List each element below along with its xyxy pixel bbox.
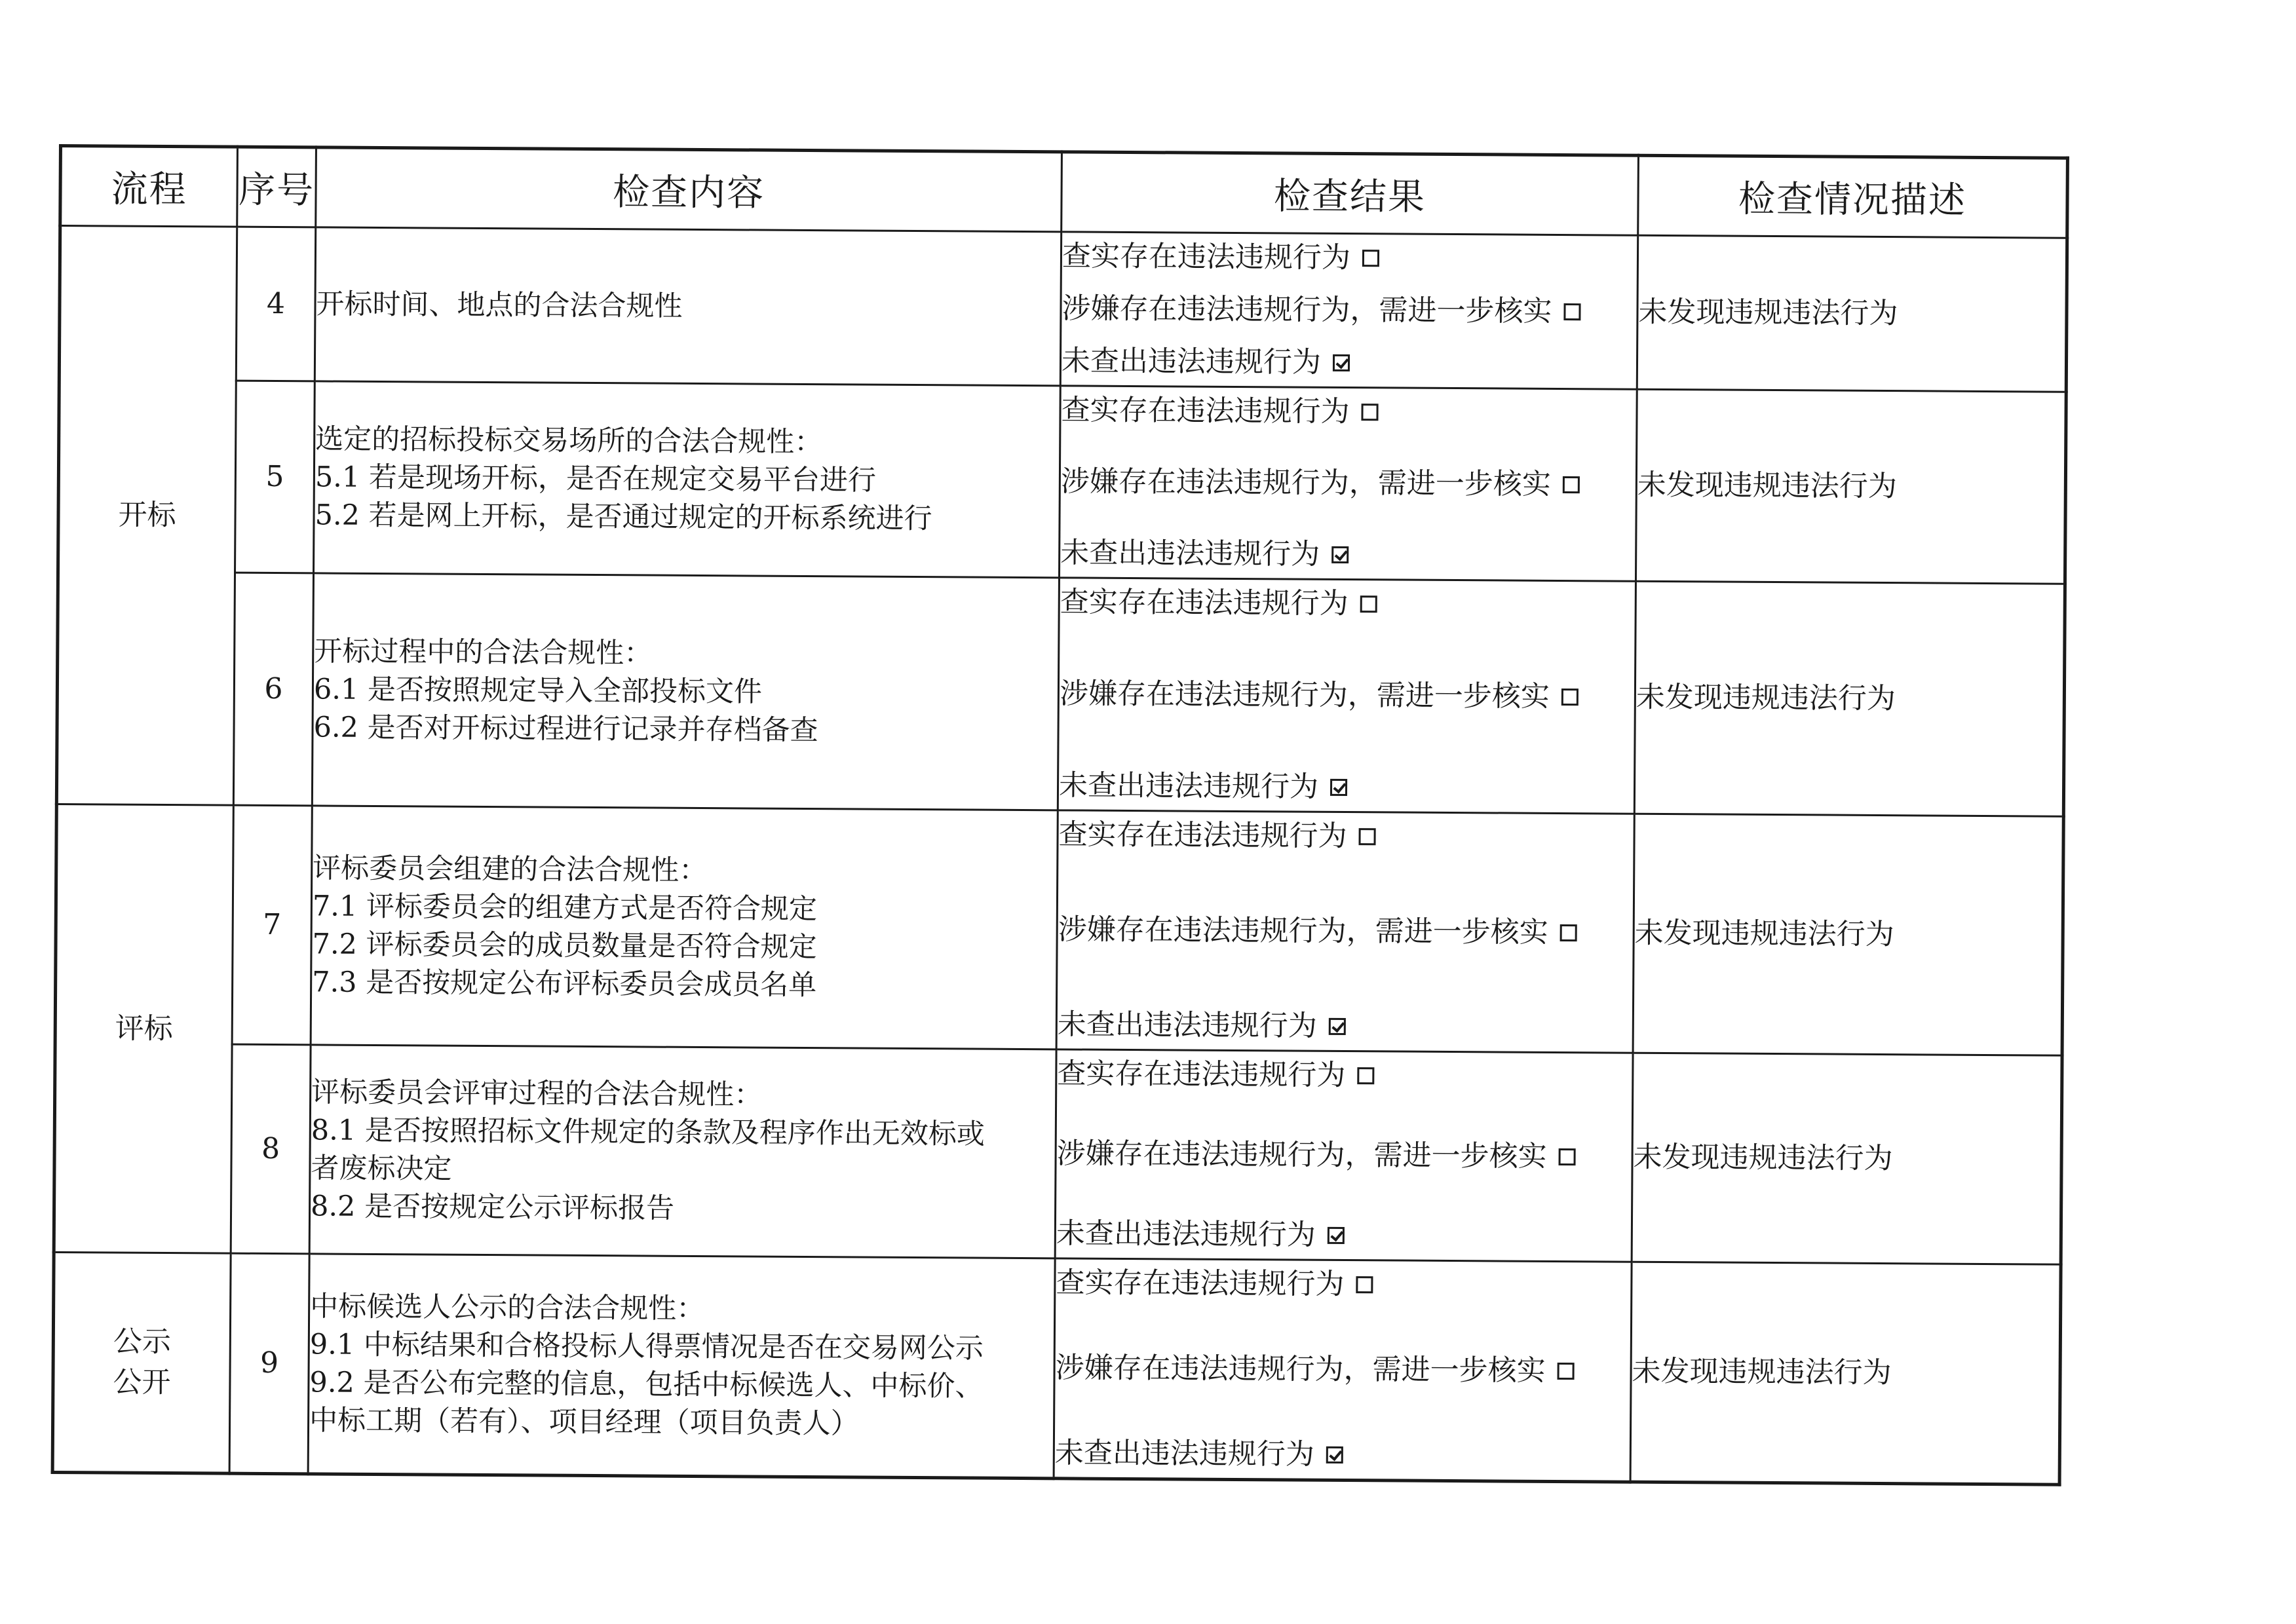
header-row — [60, 146, 2068, 238]
result-option[interactable] — [1060, 533, 1635, 576]
result-option[interactable] — [1061, 462, 1636, 504]
result-option-label: 查实存在违法违规行为 — [1058, 818, 1347, 854]
table-row — [59, 226, 2067, 392]
header-stage: 流程 — [60, 146, 238, 227]
check-result — [1055, 1049, 1633, 1262]
checkbox-icon[interactable] — [1559, 1148, 1576, 1165]
checklist-sheet — [59, 144, 2069, 1474]
check-description: 未发现违规违法行为 — [1632, 1053, 2062, 1264]
content-line: 中标候选人公示的合法合规性： — [310, 1290, 705, 1326]
result-option-label: 查实存在违法违规行为 — [1056, 1266, 1345, 1302]
result-option-label: 涉嫌存在违法违规行为，需进一步核实 — [1060, 464, 1552, 501]
checkbox-icon[interactable] — [1359, 828, 1376, 845]
result-option-label: 查实存在违法违规行为 — [1061, 393, 1350, 429]
result-option-label: 查实存在违法违规行为 — [1060, 585, 1349, 621]
check-content — [308, 1254, 1055, 1479]
content-line: 开标时间、地点的合法合规性 — [316, 288, 683, 323]
check-result — [1059, 386, 1637, 581]
content-line: 5.2 若是网上开标，是否通过规定的开标系统进行 — [315, 499, 932, 536]
result-option[interactable] — [1062, 341, 1636, 384]
checked-box-icon[interactable] — [1330, 779, 1347, 796]
content-line: 选定的招标投标交易场所的合法合规性： — [315, 423, 823, 459]
result-options — [1056, 1050, 1632, 1260]
result-option[interactable] — [1058, 1005, 1632, 1048]
checked-box-icon[interactable] — [1326, 1446, 1343, 1463]
item-number: 4 — [236, 227, 315, 381]
result-option-label: 未查出违法违规行为 — [1058, 768, 1319, 804]
result-option-label: 未查出违法违规行为 — [1056, 1217, 1316, 1252]
content-line: 6.2 是否对开标过程进行记录并存档备查 — [313, 711, 818, 747]
check-result — [1058, 578, 1636, 814]
result-option[interactable] — [1062, 289, 1636, 331]
result-option[interactable] — [1062, 236, 1637, 279]
check-content — [309, 1045, 1056, 1258]
check-description: 未发现违规违法行为 — [1636, 389, 2066, 584]
checkbox-icon[interactable] — [1561, 689, 1578, 706]
result-option[interactable] — [1055, 1348, 1630, 1391]
content-line: 中标工期（若有）、项目经理（项目负责人） — [309, 1404, 859, 1441]
content-line: 7.1 评标委员会的组建方式是否符合规定 — [312, 890, 818, 926]
checkbox-icon[interactable] — [1563, 476, 1580, 493]
result-option-label: 未查出违法违规行为 — [1057, 1008, 1317, 1043]
result-option-label: 涉嫌存在违法违规行为，需进一步核实 — [1058, 913, 1548, 949]
stage-cell — [54, 804, 233, 1253]
content-line: 7.3 是否按规定公布评标委员会成员名单 — [312, 966, 817, 1002]
content-line: 5.1 若是现场开标，是否在规定交易平台进行 — [315, 461, 877, 497]
content-line: 8.2 是否按规定公示评标报告 — [310, 1190, 675, 1225]
item-number: 8 — [231, 1044, 311, 1254]
content-line: 7.2 评标委员会的成员数量是否符合规定 — [312, 928, 817, 964]
header-result: 检查结果 — [1062, 152, 1639, 235]
checkbox-icon[interactable] — [1563, 303, 1580, 320]
result-options — [1060, 387, 1636, 580]
check-result — [1060, 232, 1637, 389]
result-option[interactable] — [1060, 582, 1635, 625]
item-number: 5 — [235, 381, 315, 573]
check-description: 未发现违规违法行为 — [1630, 1262, 2061, 1484]
result-option-label: 未查出违法违规行为 — [1060, 536, 1320, 571]
table-row — [54, 1043, 2062, 1264]
check-description: 未发现违规违法行为 — [1633, 814, 2063, 1055]
check-content — [312, 573, 1059, 810]
item-number: 9 — [229, 1253, 309, 1474]
checkbox-icon[interactable] — [1361, 404, 1378, 421]
content-line: 评标委员会评审过程的合法合规性： — [311, 1076, 763, 1112]
checkbox-icon[interactable] — [1356, 1276, 1373, 1293]
result-options — [1062, 233, 1637, 388]
content-line: 8.1 是否按照招标文件规定的条款及程序作出无效标或 — [311, 1114, 985, 1151]
result-option[interactable] — [1060, 674, 1634, 717]
table-body — [52, 226, 2067, 1485]
content-line: 6.1 是否按照规定导入全部投标文件 — [313, 673, 763, 709]
check-content — [314, 381, 1061, 578]
result-options — [1055, 1259, 1631, 1480]
result-option-label: 涉嫌存在违法违规行为，需进一步核实 — [1055, 1351, 1546, 1388]
result-option-label: 涉嫌存在违法违规行为，需进一步核实 — [1062, 292, 1552, 328]
header-content: 检查内容 — [316, 147, 1062, 232]
content-line: 开标过程中的合法合规性： — [314, 635, 653, 670]
result-option[interactable] — [1059, 766, 1634, 808]
result-option-label: 查实存在违法违规行为 — [1057, 1057, 1346, 1093]
table-row — [58, 380, 2067, 584]
checkbox-icon[interactable] — [1360, 595, 1377, 613]
item-number: 7 — [232, 805, 312, 1045]
check-content — [311, 806, 1058, 1049]
result-option[interactable] — [1055, 1433, 1630, 1476]
checked-box-icon[interactable] — [1328, 1227, 1345, 1244]
header-number: 序号 — [237, 147, 316, 227]
check-description: 未发现违规违法行为 — [1634, 581, 2065, 816]
result-option[interactable] — [1061, 390, 1636, 433]
table-row — [56, 572, 2065, 817]
result-option-label: 未查出违法违规行为 — [1054, 1436, 1314, 1471]
result-option[interactable] — [1058, 815, 1633, 858]
table-row — [52, 1252, 2061, 1484]
content-line: 9.2 是否公布完整的信息，包括中标候选人、中标价、 — [309, 1366, 984, 1403]
check-result — [1056, 810, 1634, 1053]
result-option[interactable] — [1056, 1214, 1631, 1256]
result-options — [1058, 811, 1634, 1051]
content-line: 者废标决定 — [311, 1152, 452, 1186]
result-option[interactable] — [1058, 910, 1633, 953]
checked-box-icon[interactable] — [1329, 1018, 1346, 1035]
checked-box-icon[interactable] — [1331, 546, 1349, 563]
header-description: 检查情况描述 — [1638, 155, 2068, 238]
result-option[interactable] — [1056, 1134, 1631, 1177]
result-option-label: 涉嫌存在违法违规行为，需进一步核实 — [1056, 1137, 1547, 1173]
result-option[interactable] — [1057, 1054, 1632, 1097]
checkbox-icon[interactable] — [1558, 1363, 1575, 1380]
item-number: 6 — [233, 573, 313, 806]
checkbox-icon[interactable] — [1362, 250, 1379, 267]
result-option-label: 涉嫌存在违法违规行为，需进一步核实 — [1059, 677, 1550, 713]
stage-label: 开标 — [118, 498, 176, 533]
checkbox-icon[interactable] — [1357, 1067, 1374, 1084]
result-option[interactable] — [1056, 1263, 1630, 1306]
inspection-table — [51, 144, 2069, 1486]
check-result — [1054, 1258, 1632, 1482]
check-content — [315, 227, 1061, 386]
stage-cell — [52, 1252, 231, 1473]
checked-box-icon[interactable] — [1333, 354, 1350, 371]
stage-label: 公开 — [113, 1365, 171, 1400]
stage-cell — [56, 226, 237, 806]
stage-label: 评标 — [115, 1011, 173, 1046]
result-option-label: 查实存在违法违规行为 — [1062, 239, 1351, 275]
checkbox-icon[interactable] — [1560, 924, 1577, 941]
result-options — [1059, 578, 1635, 812]
check-description: 未发现违规违法行为 — [1637, 235, 2067, 392]
content-line: 9.1 中标结果和合格投标人得票情况是否在交易网公示 — [309, 1328, 984, 1365]
content-line: 评标委员会组建的合法合规性： — [313, 852, 708, 888]
stage-label: 公示 — [113, 1325, 171, 1359]
table-row — [55, 804, 2063, 1055]
result-option-label: 未查出违法违规行为 — [1061, 344, 1322, 379]
